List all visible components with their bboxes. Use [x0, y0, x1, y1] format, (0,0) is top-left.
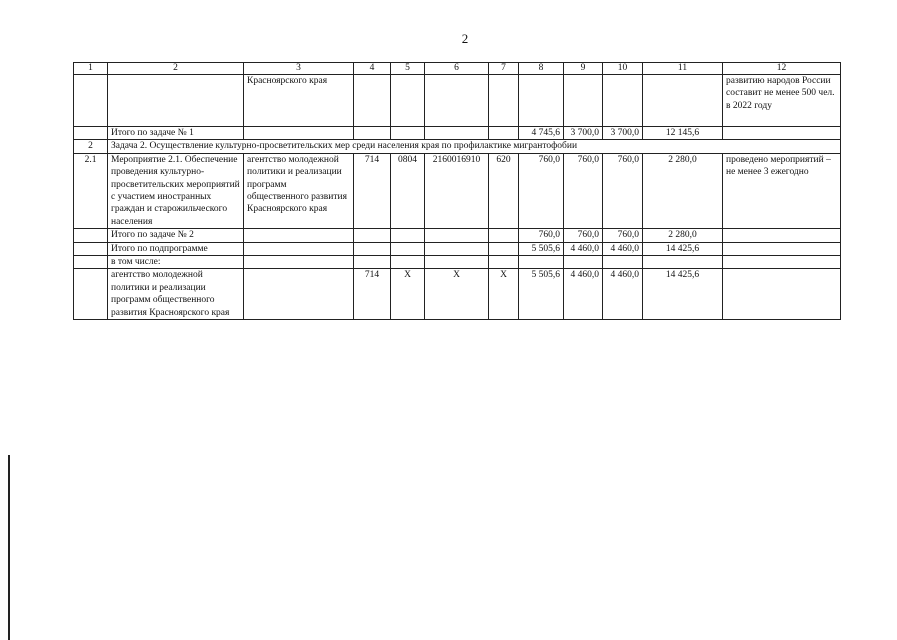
- row-number: 2: [74, 140, 108, 153]
- value-cell: 5 505,6: [519, 242, 564, 255]
- budget-table: [73, 62, 841, 320]
- col-header: 3: [244, 63, 354, 75]
- value-cell: 760,0: [564, 229, 603, 242]
- vr-code: Х: [489, 269, 519, 320]
- rzpr-code: 0804: [391, 153, 425, 228]
- grbs-code: 714: [354, 153, 391, 228]
- col-header: 7: [489, 63, 519, 75]
- row-label: в том числе:: [108, 256, 244, 269]
- grbs-code: 714: [354, 269, 391, 320]
- table-row-total-task1: [74, 127, 841, 140]
- value-cell: 12 145,6: [643, 127, 723, 140]
- value-cell: 4 460,0: [564, 242, 603, 255]
- csr-code: 2160016910: [425, 153, 489, 228]
- col-header: 4: [354, 63, 391, 75]
- col-header: 2: [108, 63, 244, 75]
- col-header: 10: [603, 63, 643, 75]
- row-label: Итого по задаче № 2: [108, 229, 244, 242]
- page-number: 2: [461, 31, 469, 46]
- value-cell: 760,0: [603, 153, 643, 228]
- value-cell: 2 280,0: [643, 229, 723, 242]
- vr-code: 620: [489, 153, 519, 228]
- col-header: 5: [391, 63, 425, 75]
- measure-name: Мероприятие 2.1. Обеспечение проведения культурно-просветительских мероприятий с участием иностранных граждан и старожильческого населения: [108, 153, 244, 228]
- task-title: Задача 2. Осуществление культурно-просветительских мер среди населения края по профилактике мигрантофобии: [108, 140, 841, 153]
- table-row-including: [74, 256, 841, 269]
- value-cell: 14 425,6: [643, 269, 723, 320]
- value-cell: 760,0: [519, 153, 564, 228]
- table-row-continuation: [74, 75, 841, 127]
- csr-code: Х: [425, 269, 489, 320]
- row-label: Итого по подпрограмме: [108, 242, 244, 255]
- row-label: Итого по задаче № 1: [108, 127, 244, 140]
- col-header: 11: [643, 63, 723, 75]
- col-header: 8: [519, 63, 564, 75]
- value-cell: 4 460,0: [564, 269, 603, 320]
- result-cell: развитию народов России составит не менее 500 чел. в 2022 году: [723, 75, 841, 127]
- margin-rule: [8, 455, 10, 640]
- agency-cell: агентство молодежной политики и реализации программ общественного развития Красноярского края: [108, 269, 244, 320]
- col-header: 1: [74, 63, 108, 75]
- table-row-task2: [74, 140, 841, 153]
- value-cell: 3 700,0: [603, 127, 643, 140]
- table-row-measure-2-1: [74, 153, 841, 228]
- value-cell: 760,0: [519, 229, 564, 242]
- table-row-total-subprogram: [74, 242, 841, 255]
- value-cell: 4 745,6: [519, 127, 564, 140]
- value-cell: 14 425,6: [643, 242, 723, 255]
- value-cell: 4 460,0: [603, 269, 643, 320]
- column-number-row: [74, 63, 841, 75]
- value-cell: 760,0: [564, 153, 603, 228]
- row-number: 2.1: [74, 153, 108, 228]
- table-row-total-task2: [74, 229, 841, 242]
- value-cell: 4 460,0: [603, 242, 643, 255]
- value-cell: 5 505,6: [519, 269, 564, 320]
- agency-cell: агентство молодежной политики и реализации программ общественного развития Красноярского края: [244, 153, 354, 228]
- table-row-agency: [74, 269, 841, 320]
- value-cell: 3 700,0: [564, 127, 603, 140]
- col-header: 9: [564, 63, 603, 75]
- col-header: 12: [723, 63, 841, 75]
- value-cell: 760,0: [603, 229, 643, 242]
- agency-cell: Красноярского края: [244, 75, 354, 127]
- value-cell: 2 280,0: [643, 153, 723, 228]
- rzpr-code: Х: [391, 269, 425, 320]
- result-cell: проведено мероприятий – не менее 3 ежегодно: [723, 153, 841, 228]
- col-header: 6: [425, 63, 489, 75]
